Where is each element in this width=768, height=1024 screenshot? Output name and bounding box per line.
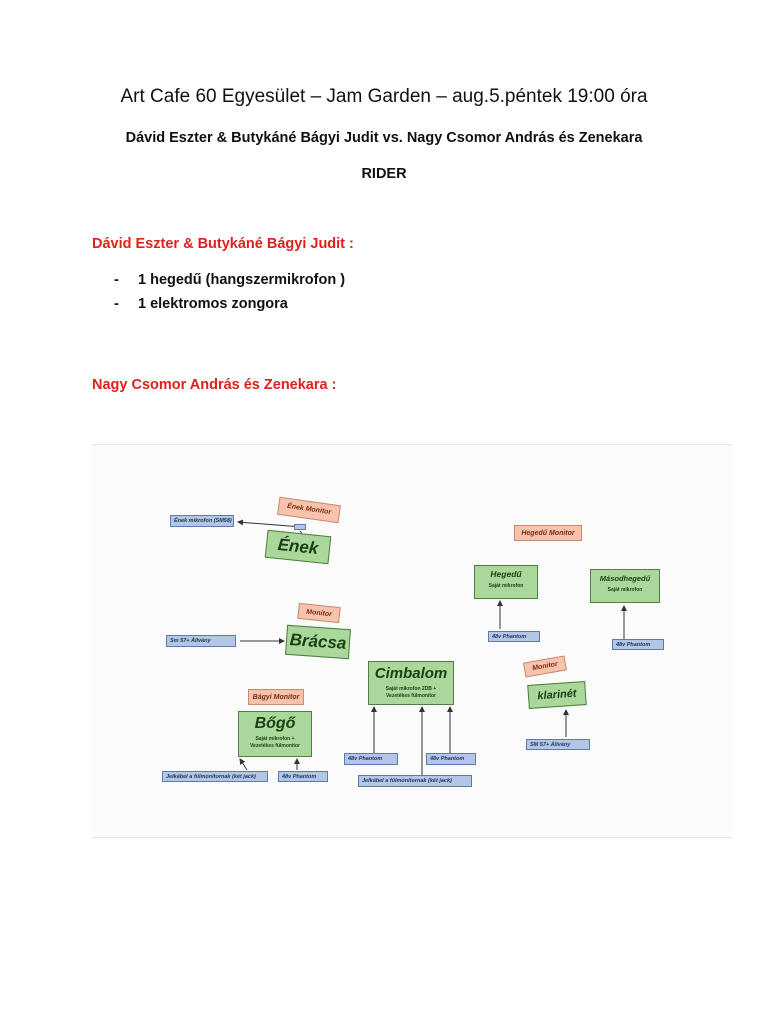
cimb-phantom-box-1: 48v Phantom [344,753,398,765]
masodhegedu-label: Másodhegedű [599,574,651,583]
cimb-phantom-box-2: 48v Phantom [426,753,476,765]
masod-phantom-box: 48v Phantom [612,639,664,650]
bagyi-monitor-box: Bágyi Monitor [248,689,304,705]
line-bogo-di [240,759,247,770]
list-bullet: - [114,272,119,288]
bogo-box [238,711,312,757]
list-item [92,272,345,296]
masodhegedu-box [590,569,660,603]
klarinet-box: klarinét [527,681,587,709]
masodhegedu-sub-label: Saját mikrofon [607,587,643,593]
enek-mic-box: Ének mikrofon (SM58) [170,515,234,527]
bogo-di-box: Jelkábel a fülmonitornak (két jack) [162,771,268,782]
klarinet-mic-box: SM 57+ Állvány [526,739,590,750]
hegedu-box [474,565,538,599]
hegedu-phantom-box: 48v Phantom [488,631,540,642]
enek-monitor-box: Ének Monitor [277,497,341,523]
list-bullet: - [114,296,119,312]
cimbalom-box [368,661,454,705]
page-title: Art Cafe 60 Egyesület – Jam Garden – aug.5.péntek 19:00 óra [120,86,648,107]
hegedu-monitor-box: Hegedű Monitor [514,525,582,541]
page-subtitle: Dávid Eszter & Butykáné Bágyi Judit vs. Nagy Csomor András és Zenekara [125,130,643,146]
stage-plot-diagram [92,444,732,838]
cimbalom-label: Cimbalom [374,665,448,682]
list-item-label: 1 elektromos zongora [138,296,288,312]
bracsa-box: Brácsa [285,625,351,659]
section-heading-duo: Dávid Eszter & Butykáné Bágyi Judit : [92,236,354,252]
section-heading-band: Nagy Csomor András és Zenekara : [92,377,337,393]
cimb-di-box: Jelkábel a fülmonitornak (két jack) [358,775,472,787]
list-item [92,296,345,320]
bracsa-mic-box: Sm 57+ Állvány [166,635,236,647]
list-item-label: 1 hegedű (hangszermikrofon ) [138,272,346,288]
monitor-box-2: Monitor [523,655,567,677]
enek-box: Ének [265,530,332,565]
hegedu-sub-label: Saját mikrofon [488,583,524,589]
cimbalom-sub-label: Saját mikrofon 2DB + Vezetékes fülmonitor [385,686,437,699]
enek-mic-stand-icon [294,524,306,530]
line-enek-mic [238,522,302,527]
bogo-phantom-box: 48v Phantom [278,771,328,782]
instrument-list [92,272,345,320]
hegedu-label: Hegedű [490,569,522,579]
bogo-label: Bőgő [254,715,296,732]
rider-heading: RIDER [361,166,407,182]
monitor-box-1: Monitor [297,603,340,623]
bogo-sub-label: Saját mikrofon + Vezetékes fülmonitor [249,736,300,749]
